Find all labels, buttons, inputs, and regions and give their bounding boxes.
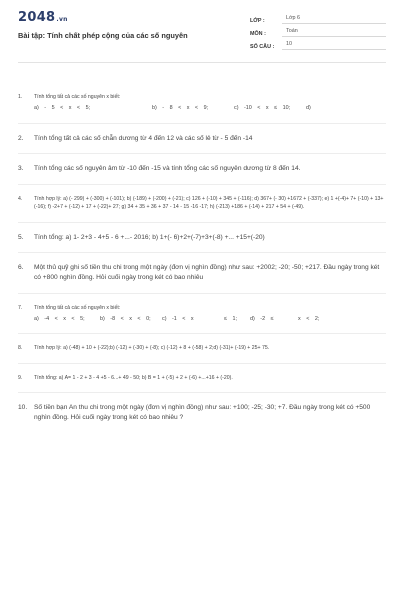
question-text: Tính tổng tất cả các số nguyên x biết: <box>34 304 121 311</box>
meta-subject <box>250 25 386 37</box>
divider <box>18 293 386 294</box>
meta-count <box>250 38 386 50</box>
question-options <box>34 315 386 323</box>
question-number: 7. <box>18 304 23 311</box>
option-c: c) -1 < x <box>162 316 194 322</box>
question-number: 10. <box>18 404 28 412</box>
question-text: Tính tổng tất cả các số nguyên x biết: <box>34 94 121 100</box>
option-b: b) - 8 < x < 9; <box>152 105 209 112</box>
meta-class-value: Lớp 6 <box>282 14 386 24</box>
meta-fields <box>250 12 386 51</box>
question-2 <box>18 134 386 144</box>
question-number: 8. <box>18 345 23 352</box>
meta-subject-label: MÔN : <box>250 31 266 37</box>
question-8 <box>18 344 386 352</box>
question-number: 4. <box>18 196 23 202</box>
option-d: d) <box>306 105 311 112</box>
meta-class <box>250 12 386 24</box>
question-text: Tính tổng các số nguyên âm từ -10 đến -15 và tính tổng các số nguyên dương từ 8 đến 14. <box>34 165 301 173</box>
option-d: d) -2 ≤ <box>250 316 274 322</box>
question-4 <box>18 195 386 212</box>
worksheet-title: Bài tập: Tính chất phép cộng của các số nguyên <box>18 31 188 40</box>
question-7 <box>18 304 386 324</box>
question-text: Số tiền bạn An thu chi trong một ngày (đơn vị nghìn đồng) như sau: +100; -25; -30; +7. Đầu ngày trong két có +500 nghìn đồng. Hỏi cuối ngày trong két có bao nhiêu ? <box>34 404 371 421</box>
question-6 <box>18 263 386 282</box>
worksheet-header <box>18 10 386 63</box>
logo-main: 2048 <box>18 10 56 25</box>
question-number: 9. <box>18 374 23 381</box>
divider <box>18 153 386 154</box>
question-10 <box>18 403 386 422</box>
question-1 <box>18 93 386 113</box>
question-number: 6. <box>18 264 24 272</box>
site-logo[interactable] <box>18 10 188 25</box>
question-text: Tính tổng: a) 1- 2+3 - 4+5 - 6 +...- 2016; b) 1+(- 6)+2+(-7)+3+(-8) +... +15+(-20) <box>34 233 265 241</box>
divider <box>18 184 386 185</box>
question-5 <box>18 233 386 243</box>
question-list <box>18 93 386 422</box>
divider <box>18 392 386 393</box>
divider <box>18 363 386 364</box>
divider <box>18 222 386 223</box>
brand <box>18 10 188 40</box>
divider <box>18 252 386 253</box>
meta-count-value: 10 <box>282 40 386 50</box>
question-options <box>34 104 386 112</box>
question-text: Tính tổng tất cả các số chẵn dương từ 4 đến 12 và các số lẻ từ - 5 đến -14 <box>34 134 253 142</box>
question-text: Tính tổng: a) A= 1 - 2 + 3 - 4 +5 - 6...+ 49 - 50; b) B = 1 + (-5) + 2 + (-6) +...+16 + (-20). <box>34 374 233 381</box>
divider <box>18 333 386 334</box>
divider <box>18 123 386 124</box>
meta-subject-value: Toán <box>282 27 386 37</box>
question-3 <box>18 164 386 174</box>
option-d-bound: x < 2; <box>298 316 320 322</box>
question-text: Một thủ quỹ ghi số tiền thu chi trong một ngày (đơn vị nghìn đồng) như sau: +2002; -20; -50; +217. Đầu ngày trong két có +800 nghìn đồng. Hỏi cuối ngày trong két có bao nhiêu <box>34 264 380 281</box>
meta-class-label: LỚP : <box>250 18 265 24</box>
question-9 <box>18 374 386 382</box>
question-number: 1. <box>18 94 23 100</box>
option-c: c) -10 < x ≤ 10; <box>234 105 291 112</box>
question-text: Tính hợp lý: a) (-48) + 10 + (-22);b) (-12) + (-30) + (-8); c) (-12) + 8 + (-58) + 2;d) (-31)+ (-19) + 25+ 75. <box>34 345 270 352</box>
question-text: Tính hợp lý: a) (- 299) + (-300) + (-101); b) (-189) + (-200) + (-21); c) 126 + (-10) + 345 + (-116); d) 367+ (- 30) +1672 + (-337); e) 1 +(-4)+ 7+ (-10) + 13+ (-16); f) -2+7 + (-12) + 17 + (-22)+ 27; g) 34 + 35 + 36 + 37 - 14 - 15 -16 -17; h) (-213) +186 + (-14) + 217 + 54 + (-49). <box>34 196 384 211</box>
question-number: 5. <box>18 233 24 241</box>
option-c-bound: ≤ 1; <box>224 316 237 322</box>
option-a: a) - 5 < x < 5; <box>34 105 91 112</box>
question-number: 2. <box>18 134 24 142</box>
option-a: a) -4 < x < 5; <box>34 316 85 322</box>
logo-sub: .vn <box>56 16 68 23</box>
question-number: 3. <box>18 165 24 173</box>
option-b: b) -8 < x < 0; <box>100 316 151 322</box>
meta-count-label: SỐ CÂU : <box>250 44 275 50</box>
